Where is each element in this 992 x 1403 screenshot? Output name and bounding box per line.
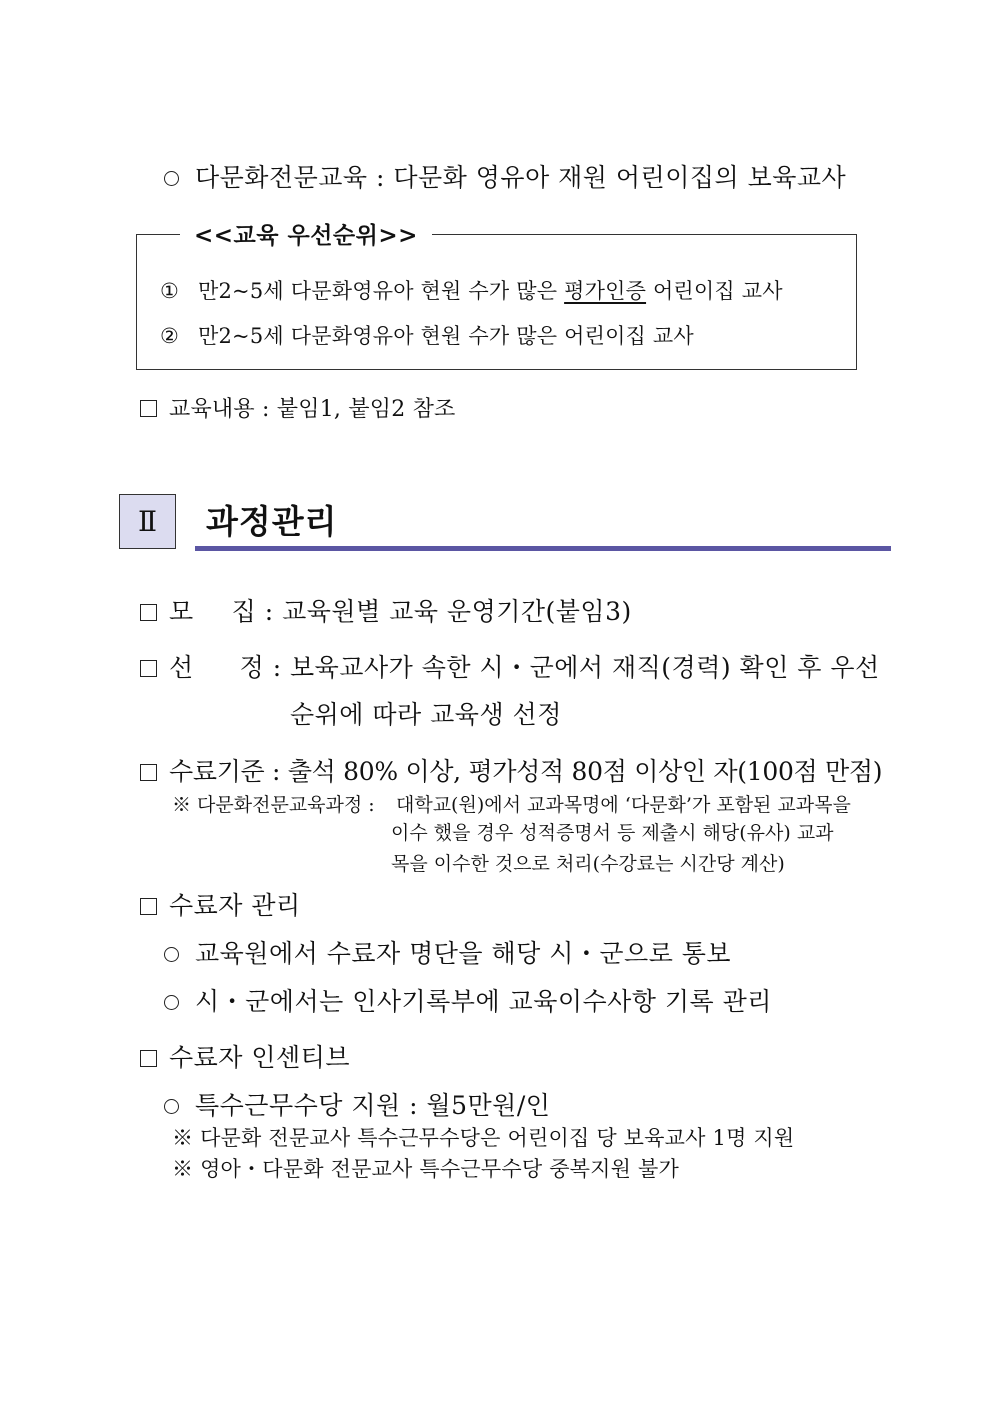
select-text-1: 보육교사가 속한 시・군에서 재직(경력) 확인 후 우선 xyxy=(290,653,880,682)
priority-number: ② xyxy=(160,324,180,348)
select-label: 선 정 : xyxy=(140,648,282,684)
priority-item-2: ② 만2~5세 다문화영유아 현원 수가 많은 어린이집 교사 xyxy=(160,324,694,348)
square-bullet-icon xyxy=(140,604,157,621)
priority-number: ① xyxy=(160,279,180,303)
circle-bullet-icon xyxy=(164,947,179,962)
section-number-box: Ⅱ xyxy=(119,494,176,549)
manage-item-1: 교육원에서 수료자 명단을 해당 시・군으로 통보 xyxy=(164,934,731,970)
square-bullet-icon xyxy=(140,1050,157,1067)
incentive-note-2: ※ 영아・다문화 전문교사 특수근무수당 중복지원 불가 xyxy=(172,1157,679,1181)
intro-line: 다문화전문교육 : 다문화 영유아 재원 어린이집의 보육교사 xyxy=(164,158,846,194)
incentive-title: 수료자 인센티브 xyxy=(140,1038,350,1074)
manage-item-2: 시・군에서는 인사기록부에 교육이수사항 기록 관리 xyxy=(164,982,772,1018)
criteria-line: 수료기준 : 출석 80% 이상, 평가성적 80점 이상인 자(100점 만점) xyxy=(140,752,882,788)
square-bullet-icon xyxy=(140,660,157,677)
content-line: 교육내용 : 붙임1, 붙임2 참조 xyxy=(140,392,456,423)
section-title: 과정관리 xyxy=(206,502,338,541)
recruit-line: 모 집 : 교육원별 교육 운영기간(붙임3) xyxy=(140,592,632,628)
incentive-item: 특수근무수당 지원 : 월5만원/인 xyxy=(164,1086,550,1122)
incentive-note-1: ※ 다문화 전문교사 특수근무수당은 어린이집 당 보육교사 1명 지원 xyxy=(172,1126,795,1150)
criteria-note-2: 이수 했을 경우 성적증명서 등 제출시 해당(유사) 교과 xyxy=(391,822,834,844)
circle-bullet-icon xyxy=(164,171,179,186)
square-bullet-icon xyxy=(140,400,157,417)
square-bullet-icon xyxy=(140,764,157,781)
circle-bullet-icon xyxy=(164,1099,179,1114)
priority-title: <<교육 우선순위>> xyxy=(180,217,432,250)
square-bullet-icon xyxy=(140,898,157,915)
criteria-note-3: 목을 이수한 것으로 처리(수강료는 시간당 계산) xyxy=(391,853,785,875)
criteria-note-label: ※ 다문화전문교육과정 : xyxy=(172,794,375,816)
manage-title: 수료자 관리 xyxy=(140,886,301,922)
section-underline xyxy=(195,546,891,551)
circle-bullet-icon xyxy=(164,995,179,1010)
criteria-note-1: 대학교(원)에서 교과목명에 ‘다문화’가 포함된 교과목을 xyxy=(396,794,851,816)
priority-item-1: ① 만2~5세 다문화영유아 현원 수가 많은 평가인증 어린이집 교사 xyxy=(160,279,783,303)
underlined-term: 평가인증 xyxy=(564,279,647,303)
select-text-2: 순위에 따라 교육생 선정 xyxy=(290,700,562,729)
